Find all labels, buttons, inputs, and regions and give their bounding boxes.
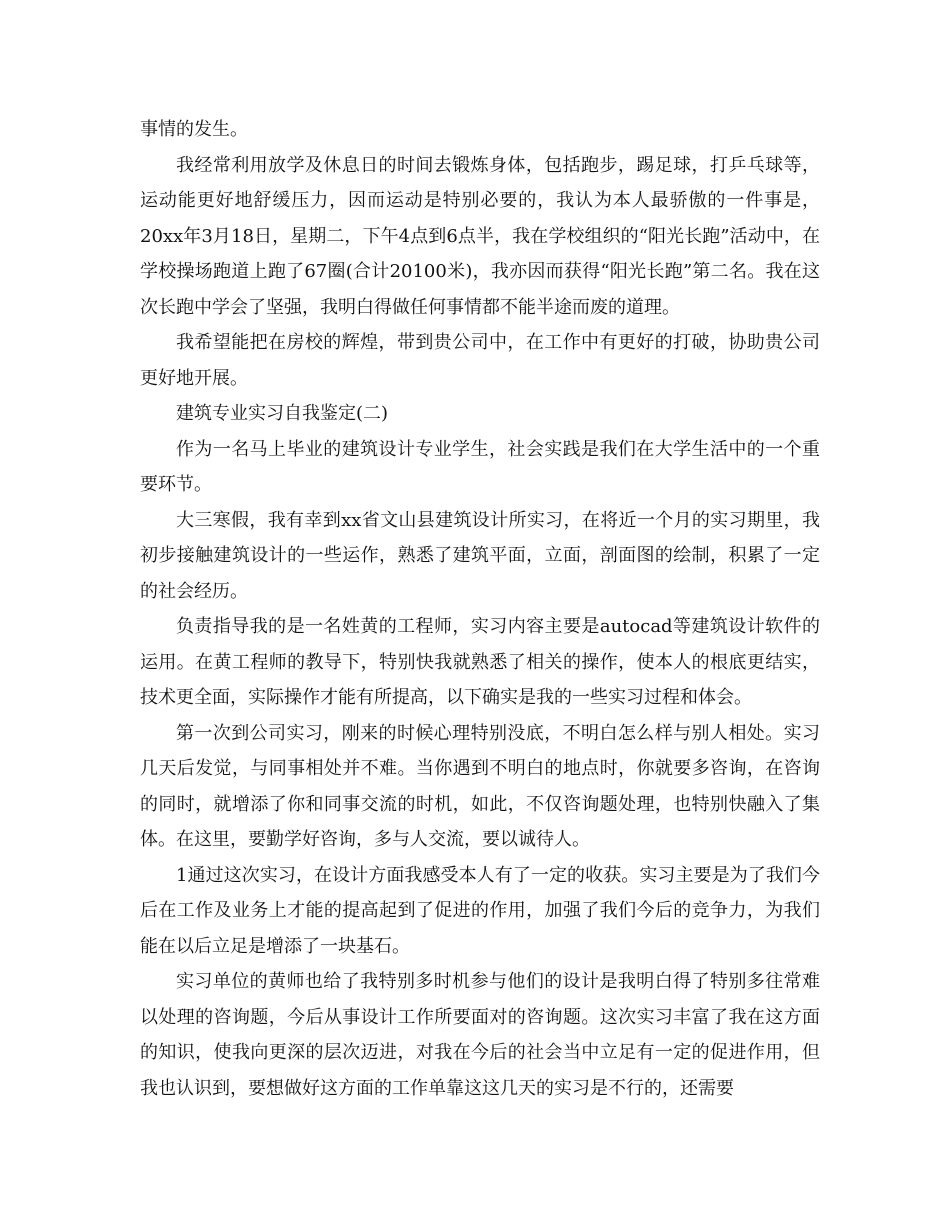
document-body — [140, 112, 820, 1106]
paragraph-exercise: 我经常利用放学及休息日的时间去锻炼身体，包括跑步，踢足球，打乒乓球等，运动能更好地舒缓压力，因而运动是特别必要的，我认为本人最骄傲的一件事是，20xx年3月18日，星期二，下午4点到6点半，我在学校组织的“阳光长跑”活动中，在学校操场跑道上跑了67圈(合计20100米)，我亦因而获得“阳光长跑”第二名。我在这次长跑中学会了坚强，我明白得做任何事情都不能半途而废的道理。 — [140, 154, 820, 318]
paragraph-intro: 作为一名马上毕业的建筑设计专业学生，社会实践是我们在大学生活中的一个重要环节。 — [140, 438, 820, 495]
paragraph-continuation: 事情的发生。 — [140, 119, 248, 140]
paragraph-internship-location: 大三寒假，我有幸到xx省文山县建筑设计所实习，在将近一个月的实习期里，我初步接触建筑设计的一些运作，熟悉了建筑平面，立面，剖面图的绘制，积累了一定的社会经历。 — [140, 509, 820, 602]
section-heading: 建筑专业实习自我鉴定(二) — [176, 403, 389, 424]
paragraph-mentor: 负责指导我的是一名姓黄的工程师，实习内容主要是autocad等建筑设计软件的运用。在黄工程师的教导下，特别快我就熟悉了相关的操作，使本人的根底更结实，技术更全面，实际操作才能有所提高，以下确实是我的一些实习过程和体会。 — [140, 616, 820, 708]
paragraph-first-time: 第一次到公司实习，刚来的时候心理特别没底，不明白怎么样与别人相处。实习几天后发觉，与同事相处并不难。当你遇到不明白的地点时，你就要多咨询，在咨询的同时，就增添了你和同事交流的时机，如此，不仅咨询题处理，也特别快融入了集体。在这里，要勤学好咨询，多与人交流，要以诚待人。 — [140, 722, 820, 850]
paragraph-hope: 我希望能把在房校的辉煌，带到贵公司中，在工作中有更好的打破，协助贵公司更好地开展。 — [140, 332, 820, 389]
paragraph-gains: 1通过这次实习，在设计方面我感受本人有了一定的收获。实习主要是为了我们今后在工作及业务上才能的提高起到了促进的作用，加强了我们今后的竞争力，为我们能在以后立足是增添了一块基石。 — [140, 864, 820, 957]
paragraph-opportunities: 实习单位的黄师也给了我特别多时机参与他们的设计是我明白得了特别多往常难以处理的咨询题，今后从事设计工作所要面对的咨询题。这次实习丰富了我在这方面的知识，使我向更深的层次迈进，对我在今后的社会当中立足有一定的促进作用，但我也认识到，要想做好这方面的工作单靠这这几天的实习是不行的，还需要 — [140, 971, 820, 1099]
